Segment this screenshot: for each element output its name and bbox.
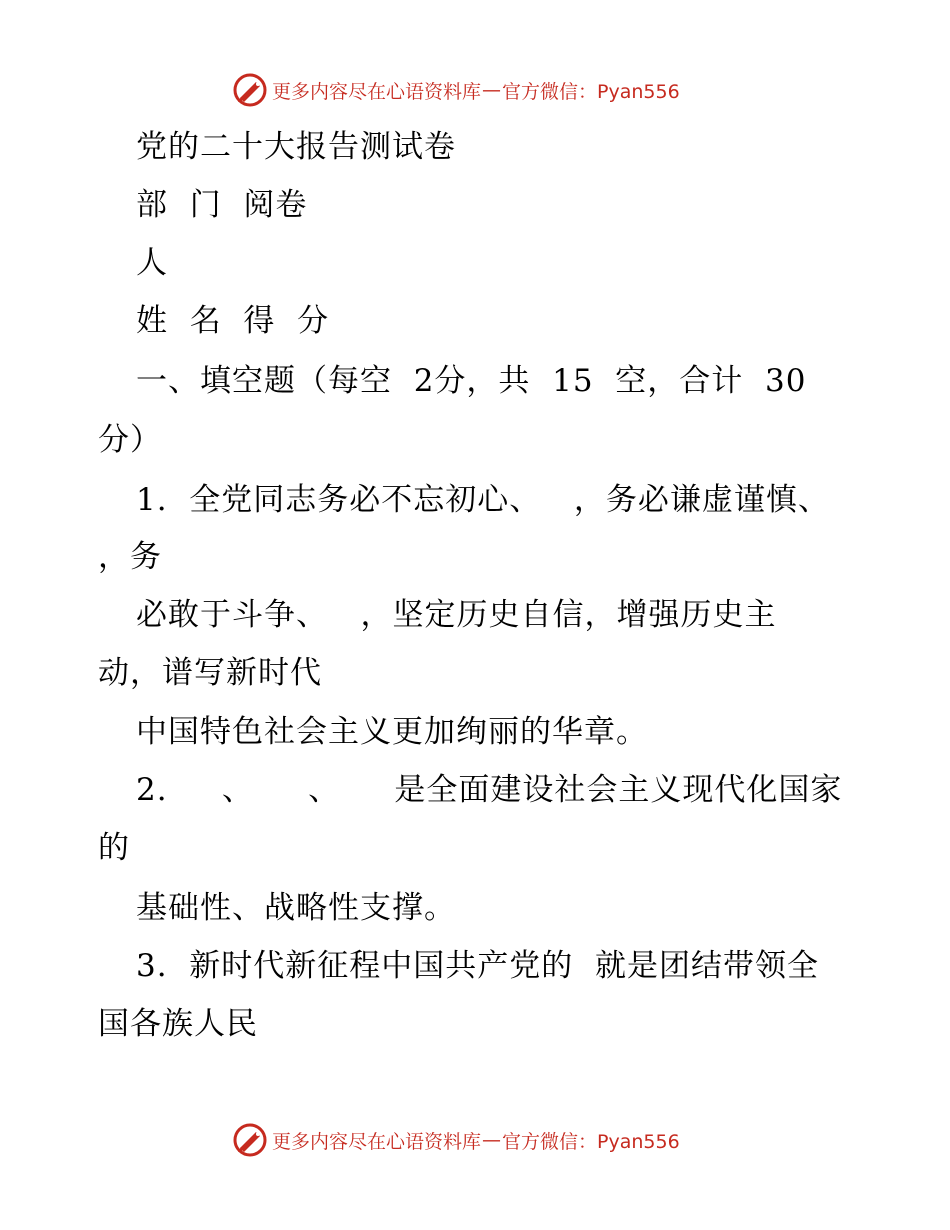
bottom-watermark-banner: [232, 1120, 712, 1160]
watermark-separator: —: [482, 79, 502, 101]
section1-heading: 一、填空题（每空 2分，共 15 空，合计 30: [136, 363, 807, 399]
header-field-reviewer: 人: [136, 245, 168, 281]
watermark-suffix: 官方微信：Pyan556: [502, 80, 680, 103]
watermark-text: 更多内容尽在心语资料库: [272, 1130, 482, 1153]
header-field-department: 部 门 阅卷: [136, 187, 308, 223]
document-title: 党的二十大报告测试卷: [136, 129, 456, 165]
question-2-line-3: 基础性、战略性支撑。: [136, 890, 456, 926]
top-watermark-banner: [232, 70, 712, 110]
question-3-line-1: 3. 新时代新征程中国共产党的 就是团结带领全: [136, 948, 819, 984]
watermark-separator: —: [482, 1129, 502, 1151]
watermark-suffix: 官方微信：Pyan556: [502, 1130, 680, 1153]
question-1-line-5: 中国特色社会主义更加绚丽的华章。: [136, 714, 648, 750]
pen-logo-icon: [232, 72, 268, 108]
question-3-line-2: 国各族人民: [98, 1006, 258, 1042]
watermark-text: 更多内容尽在心语资料库: [272, 80, 482, 103]
section1-heading-cont: 分）: [98, 422, 162, 458]
question-2-line-2: 的: [98, 830, 130, 866]
question-1-line-3: 必敢于斗争、 ，坚定历史自信，增强历史主: [136, 597, 777, 633]
header-field-name-score: 姓 名 得 分: [136, 303, 330, 339]
question-1-line-2: ，务: [98, 539, 162, 575]
question-1-line-4: 动，谱写新时代: [98, 655, 322, 691]
question-1-line-1: 1. 全党同志务必不忘初心、 ，务必谦虚谨慎、: [136, 482, 830, 518]
question-2-line-1: 2. 、 、 是全面建设社会主义现代化国家: [136, 772, 843, 808]
pen-logo-icon: [232, 1122, 268, 1158]
